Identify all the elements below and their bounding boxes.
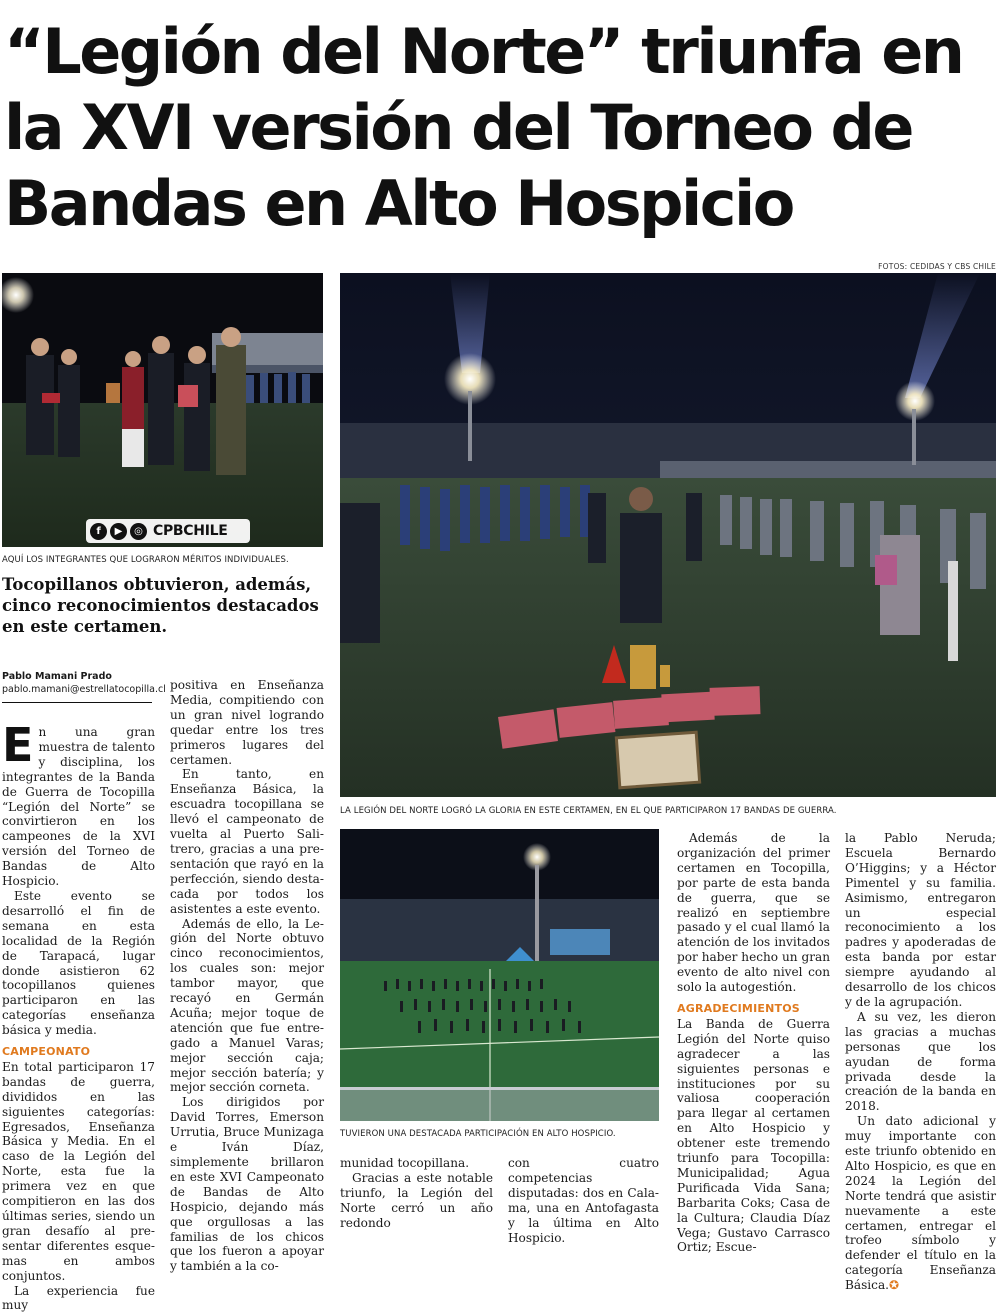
author-name: Pablo Mamani Prado xyxy=(2,671,112,682)
social-handle: CPBCHILE xyxy=(153,523,228,539)
body-paragraph xyxy=(845,1114,996,1293)
body-paragraph: La Banda de Guerra Legión del Norte quiso agradecer a las siguientes personas e instituciones por su valiosa cooperación para llegar al certamen en Alto Hospicio y obtener este tremendo triunfo para Tocopilla: Municipalidad; Agua Purificada Vida Sana; Barbarita Coks; Casa de la Cultura; Claudia Díaz Vega; Gustavo Carrasco Ortiz; Escue- xyxy=(677,1016,830,1255)
photo-award-winners-caption: AQUÍ LOS INTEGRANTES QUE LOGRARON MÉRITOS INDIVIDUALES. xyxy=(2,555,289,565)
photo-field-formation-caption: TUVIERON UNA DESTACADA PARTICIPACIÓN EN ALTO HOSPICIO. xyxy=(340,1129,616,1139)
body-paragraph: con cuatro competencias disputadas: dos en Calama, una en Antofagasta y la última en Alto Hospicio. xyxy=(508,1156,659,1245)
body-column-6 xyxy=(845,831,996,1293)
body-paragraph: Además de ello, la Legión del Norte obtuvo cinco reconocimientos, los cuales son: mejor tambor mayor, que recayó en Germán Acuña; mejor toque de atención que fue entregado a Manuel Varas; mejor sección caja; mejor sección batería; y mejor sección corneta. xyxy=(170,916,324,1095)
subhead-agradecimientos: AGRADECIMIENTOS xyxy=(677,1001,800,1015)
body-paragraph: la Pablo Neruda; Escuela Bernardo O’Higgins; y a Héctor Pimentel y su familia. Asimismo, entregaron un especial reconocimiento a los padres y apoderadas de esta banda por estar siempre ayudando al desarrollo de los chicos y de la agrupación. xyxy=(845,831,996,1009)
body-column-4 xyxy=(508,1156,659,1245)
body-paragraph: Este evento se desarrolló el fin de semana en esta localidad de la Región de Tarapacá, lugar donde asistieron 62 tocopillanos quienes participaron en las categorías enseñanza básica y media. xyxy=(2,888,155,1038)
end-mark-icon: ✪ xyxy=(889,1278,900,1293)
photo-award-winners xyxy=(2,273,323,547)
body-column-5 xyxy=(677,831,830,1255)
body-paragraph: Además de la organización del primer certamen en Tocopilla, por parte de esta banda de guerra, que se realizó en septiembre pasado y el cual llamó la atención de los invitados por haber hecho un gran evento de alto nivel con solo la autogestión. xyxy=(677,831,830,995)
author-divider xyxy=(2,702,152,703)
body-paragraph: munidad tocopillana. xyxy=(340,1156,470,1170)
youtube-icon: ▶ xyxy=(110,523,127,540)
body-column-1 xyxy=(2,718,155,1313)
body-paragraph: La experiencia fue muy xyxy=(2,1283,155,1313)
photo-field-formation xyxy=(340,829,659,1121)
body-paragraph: En tanto, en Enseñanza Básica, la escuadra tocopillana se llevó el campeonato de vuelta al Puerto Salitrero, gracias a una presentación que rayó en la perfección, siendo destacada por todos los asistentes a este evento. xyxy=(170,767,324,916)
body-column-3 xyxy=(340,1156,493,1231)
body-paragraph: Gracias a este notable triunfo, la Legión del Norte cerró un año redondo xyxy=(340,1170,493,1230)
photo-stadium-ceremony-caption: LA LEGIÓN DEL NORTE LOGRÓ LA GLORIA EN ESTE CERTAMEN, EN EL QUE PARTICIPARON 17 BANDAS DE GUERRA. xyxy=(340,806,837,816)
body-paragraph: Los dirigidos por David Torres, Emerson Urrutia, Bruce Munizaga e Iván Díaz, simplemente brillaron en este XVI Campeonato de Bandas de Alto Hospicio, dejando más que orgullosas a las familias de los chicos que los fueron a apoyar y también a la co- xyxy=(170,1095,324,1274)
body-paragraph: En total participaron 17 bandas de guerra, divididos en las siguientes categorías: Egresados, Enseñanza Básica y Media. En el caso de la Legión del Norte, esta fue la primera vez en que compitieron en las dos últimas series, siendo un gran desafío al presentar diferentes esquemas en ambos conjuntos. xyxy=(2,1059,155,1283)
photo-stadium-ceremony xyxy=(340,273,996,797)
body-paragraph: positiva en Enseñanza Media, compitiendo con un gran nivel logrando quedar entre los tres primeros lugares del certamen. xyxy=(170,678,324,767)
headline: “Legión del Norte” triunfa en la XVI versión del Torneo de Bandas en Alto Hospicio xyxy=(4,15,963,240)
instagram-icon: ◎ xyxy=(130,523,147,540)
social-watermark xyxy=(86,519,250,543)
body-paragraph xyxy=(2,718,155,889)
facebook-icon: f xyxy=(90,523,107,540)
body-text: Un dato adicional y muy importante con este triunfo obtenido en Alto Hospicio, es que en 2024 la Legión del Norte tendrá que asistir nuevamente a este certamen, entregar el trofeo símbolo y defender el título en la categoría Enseñanza Básica. xyxy=(845,1114,996,1293)
photo-award-winners-image xyxy=(2,273,323,547)
subhead-campeonato: CAMPEONATO xyxy=(2,1045,91,1059)
photo-stadium-ceremony-image xyxy=(340,273,996,797)
drop-cap: E xyxy=(2,718,34,772)
photo-field-formation-image xyxy=(340,829,659,1121)
body-column-2 xyxy=(170,678,324,1274)
author-email[interactable]: pablo.mamani@estrellatocopilla.cl xyxy=(2,684,166,695)
body-text: n una gran muestra de talento y disciplina, los integrantes de la Banda de Guerra de Tocopilla “Legión del Norte” se convirtieron en los campeones de la XVI versión del Torneo de Bandas de Alto Hospicio. xyxy=(2,725,155,889)
body-paragraph: A su vez, les dieron las gracias a muchas personas que los ayudan de forma privada desde la creación de la banda en 2018. xyxy=(845,1009,996,1114)
photo-credit: FOTOS: CEDIDAS Y CBS CHILE xyxy=(878,262,996,271)
deck: Tocopillanos obtuvieron, además, cinco reconocimientos destacados en este certamen. xyxy=(2,575,319,636)
